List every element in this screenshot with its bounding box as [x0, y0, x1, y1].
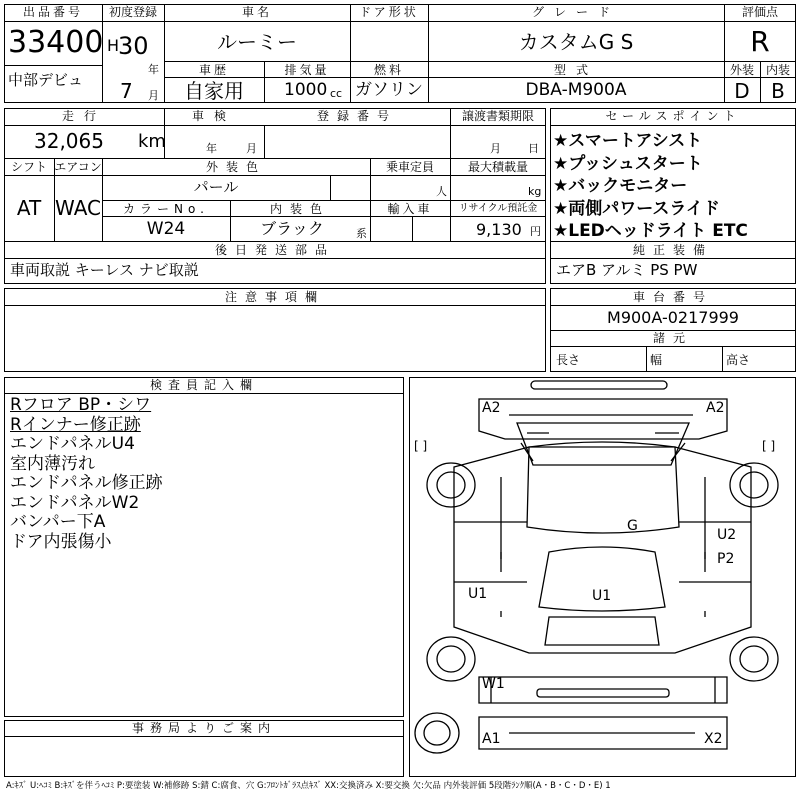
score-label: 評価点 [741, 5, 778, 19]
note-line: 室内薄汚れ [10, 453, 95, 474]
sales-point-item: ★LEDヘッドライト ETC [553, 221, 748, 241]
mileage-label: 走行 [61, 109, 106, 123]
inspection-label: 車検 [191, 109, 236, 123]
color-no-value: W24 [146, 219, 186, 239]
equipment-value: エアB アルミ PS PW [556, 261, 698, 279]
capacity-label: 乗車定員 [385, 160, 434, 174]
bracket-right: [ ] [762, 439, 776, 453]
load-unit: kg [528, 185, 542, 198]
fuel-label: 燃料 [373, 63, 404, 77]
recycle-value: 9,130 [476, 220, 522, 239]
later-parts-label: 後日発送部品 [214, 243, 335, 257]
mileage-value: 32,065 [34, 129, 104, 153]
year-unit: 年 [148, 63, 159, 76]
note-line: ドア内張傷小 [10, 531, 112, 552]
ac-value: WAC [55, 196, 101, 220]
sales-point-item: ★スマートアシスト [553, 131, 703, 151]
ac-label: エアコン [54, 160, 102, 174]
venue: 中部デビュ [8, 71, 84, 89]
recycle-unit: 円 [530, 225, 541, 238]
disp-value: 1000 [284, 80, 328, 100]
ext-value: D [734, 79, 750, 103]
import-label: 輸入車 [387, 202, 433, 216]
note-line: エンドパネルU4 [10, 434, 135, 454]
damage-u1-center: U1 [592, 588, 612, 604]
insp-year-unit: 年 [206, 142, 217, 155]
damage-u2: U2 [717, 527, 737, 543]
legend-text: A:ｷｽﾞ U:ﾍｺﾐ B:ｷｽﾞを伴うﾍｺﾐ P:要塗装 W:補修跡 S:錆 C:腐食、穴 G:ﾌﾛﾝﾄｶﾞﾗｽ点ｷｽﾞ XX:交換済み X:要交換 欠:欠品 内外装評価 5段階ﾗﾝｸ順(A・B・C・D・E) 1 [6, 781, 611, 791]
year: 30 [118, 32, 149, 60]
int-label: 内装 [765, 63, 790, 77]
damage-g: G [627, 518, 638, 534]
bracket-left: [ ] [414, 439, 428, 453]
month-unit: 月 [148, 89, 159, 102]
interior-value: ブラック [260, 219, 324, 238]
model-label: 型式 [553, 63, 598, 77]
note-line: エンドパネル修正跡 [10, 473, 163, 493]
history-label: 車歴 [198, 63, 229, 77]
plate-label: 登録番号 [316, 109, 397, 123]
sales-point-item: ★両側パワースライド [553, 198, 720, 219]
note-line: Rインナー修正跡 [10, 414, 141, 435]
later-parts-value: 車両取説 キーレス ナビ取説 [10, 261, 199, 279]
lot-label: 出品番号 [22, 5, 83, 19]
interior-unit: 系 [356, 227, 367, 240]
shift-value: AT [16, 196, 42, 220]
int-value: B [771, 79, 785, 103]
fuel-value: ガソリン [355, 80, 423, 100]
damage-x2: X2 [704, 731, 723, 747]
grade-value: カスタムG S [518, 30, 634, 54]
disp-label: 排気量 [284, 63, 330, 77]
sales-label: セールスポイント [605, 109, 741, 123]
damage-a1: A1 [482, 731, 501, 747]
color-label: 外装色 [205, 160, 266, 174]
month: 7 [120, 79, 133, 103]
score-value: R [750, 25, 770, 58]
history-value: 自家用 [184, 79, 244, 103]
car-diagram [409, 377, 796, 777]
transfer-label: 譲渡書類期限 [461, 109, 534, 123]
color-no-label: カラーNo. [123, 202, 209, 216]
model-value: DBA-M900A [525, 80, 627, 100]
mileage-unit: km [138, 131, 166, 152]
height-label: 高さ [726, 353, 751, 367]
car-name: ルーミー [217, 30, 297, 54]
first-reg-label: 初度登録 [108, 5, 157, 19]
specs-label: 諸元 [652, 331, 693, 345]
length-label: 長さ [556, 353, 581, 367]
disp-unit: cc [330, 87, 343, 100]
equipment-label: 純正装備 [632, 243, 713, 257]
inspector-notes [10, 396, 163, 552]
load-label: 最大積載量 [467, 160, 528, 174]
tr-day-unit: 日 [528, 142, 539, 155]
damage-u1-left: U1 [468, 586, 488, 602]
caution-label: 注意事項欄 [224, 290, 325, 304]
insp-month-unit: 月 [246, 142, 257, 155]
color-value: パール [193, 178, 239, 196]
interior-label: 内装色 [269, 202, 330, 216]
sales-point-item: ★プッシュスタート [553, 153, 703, 174]
chassis-value: M900A-0217999 [607, 308, 739, 327]
tr-month-unit: 月 [490, 142, 501, 155]
recycle-label: リサイクル預託金 [458, 203, 538, 214]
note-line: Rフロア BP・シワ [10, 395, 152, 415]
chassis-label: 車台番号 [632, 290, 713, 304]
damage-a2-left: A2 [482, 400, 501, 416]
shift-label: シフト [10, 160, 47, 174]
damage-a2-right: A2 [706, 400, 725, 416]
width-label: 幅 [650, 353, 663, 367]
note-line: エンドパネルW2 [10, 492, 140, 513]
era: H [107, 36, 120, 55]
name-label: 車名 [241, 5, 272, 19]
damage-w1: W1 [482, 676, 505, 692]
inspector-label: 検査員記入欄 [149, 378, 258, 392]
grade-label: グレード [531, 5, 620, 19]
ext-label: 外装 [729, 63, 754, 77]
capacity-unit: 人 [436, 185, 447, 198]
door-label: ドア形状 [359, 5, 419, 19]
sales-points-list [553, 130, 748, 243]
damage-p2: P2 [717, 551, 735, 567]
sales-point-item: ★バックモニター [553, 176, 688, 196]
note-line: バンパー下A [10, 512, 106, 532]
lot-number: 33400 [8, 25, 104, 60]
office-label: 事務局よりご案内 [131, 721, 276, 735]
